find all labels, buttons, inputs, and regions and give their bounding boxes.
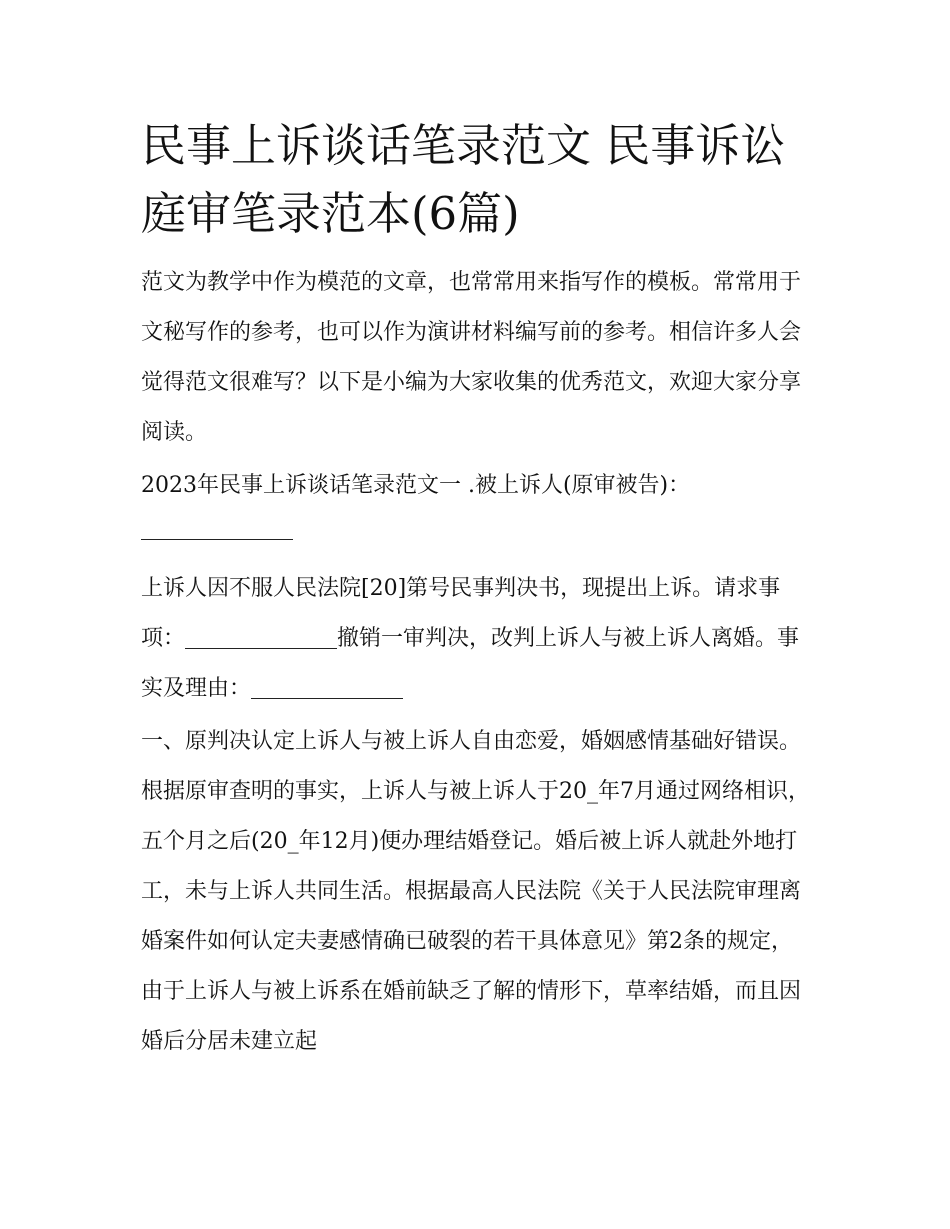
fill-in-blank (141, 539, 293, 540)
fill-in-blank (185, 626, 337, 649)
appeal-text-part2: 撤销一审判决，改判上诉人与被上诉人离婚。事实及理由： (141, 626, 800, 701)
reason-paragraph: 一、原判决认定上诉人与被上诉人自由恋爱，婚姻感情基础好错误。根据原审查明的事实，上诉人与被上诉人于20_年7月通过网络相识，五个月之后(20_年12月)便办理结婚登记。婚后被上诉人就赴外地打工，未与上诉人共同生活。根据最高人民法院《关于人民法院审理离婚案件如何认定夫妻感情确已破裂的若干具体意见》第2条的规定，由于上诉人与被上诉系在婚前缺乏了解的情形下，草率结婚，而且因婚后分居未建立起 (141, 729, 810, 1054)
document-body (141, 112, 813, 1067)
appeal-text-part1: 上诉人因不服人民法院[20]第号民事判决书，现提出上诉。请求事项： (141, 576, 781, 651)
intro-paragraph: 范文为教学中作为模范的文章，也常常用来指写作的模板。常常用于文秘写作的参考，也可以作为演讲材料编写前的参考。相信许多人会觉得范文很难写？以下是小编为大家收集的优秀范文，欢迎大家分享阅读。 (141, 270, 802, 445)
section-heading: 2023年民事上诉谈话笔录范文一 .被上诉人(原审被告)： (141, 473, 691, 498)
document-title: 民事上诉谈话笔录范文 民事诉讼庭审笔录范本(6篇) (141, 119, 786, 240)
appeal-paragraph (141, 564, 813, 714)
respondent-blank-line (141, 511, 813, 561)
fill-in-blank (251, 676, 403, 699)
